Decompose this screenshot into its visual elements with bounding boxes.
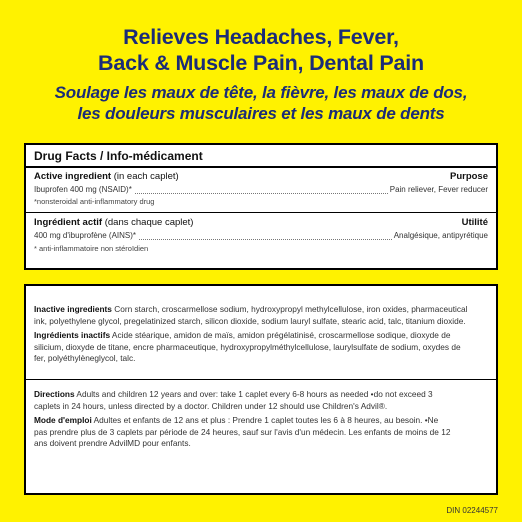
utilite-heading: Utilité	[461, 217, 488, 228]
directions-fr	[34, 415, 488, 450]
drug-facts-title-rule	[26, 166, 496, 168]
active-ingredient-en-row	[34, 185, 488, 196]
inactive-ingredients-fr	[34, 330, 488, 365]
inactive-ingredients-fr-line1	[34, 330, 488, 342]
directions-fr-text1: Adultes et enfants de 12 ans et plus : Prendre 1 caplet toutes les 6 à 8 heures, au besoin. •Ne	[91, 415, 439, 425]
inactive-ingredients-en-text1: Corn starch, croscarmellose sodium, hydroxypropyl methylcellulose, iron oxides, pharmaceutical	[111, 304, 468, 314]
directions-en-label: Directions	[34, 389, 75, 399]
active-ingredient-en-value: Ibuprofen 400 mg (NSAID)*	[34, 185, 132, 194]
active-ingredient-fr-heading	[34, 217, 488, 228]
active-ingredient-fr-qualifier: (dans chaque caplet)	[102, 217, 194, 228]
purpose-en-value: Pain reliever, Fever reducer	[389, 185, 488, 194]
headline-fr-line2: les douleurs musculaires et les maux de dents	[77, 104, 445, 123]
inactive-ingredients-fr-line2: silicium, dioxyde de titane, encre pharmaceutique, hydroxypropylméthylcellulose, laurylsulfate de sodium, oxydes de	[34, 341, 461, 352]
inactive-ingredients-fr-label: Ingrédients inactifs	[34, 330, 111, 340]
active-ingredient-en-heading	[34, 171, 488, 182]
nsaid-note-en: *nonsteroidal anti-inflammatory drug	[34, 197, 155, 206]
directions-fr-line1	[34, 415, 488, 427]
purpose-fr-value: Analgésique, antipyrétique	[393, 231, 488, 240]
directions-fr-line2: pas prendre plus de 3 caplets par période de 24 heures, sauf sur l'avis d'un médecin. Les enfants de moins de 12	[34, 426, 451, 437]
drug-facts-title: Drug Facts / Info-médicament	[34, 149, 203, 163]
directions-fr-label: Mode d'emploi	[34, 415, 92, 425]
inactive-ingredients-en-line1	[34, 304, 488, 316]
ingredients-directions-panel	[24, 284, 498, 495]
inactive-ingredients-fr-line3: fer, polyéthylèneglycol, talc.	[34, 353, 136, 363]
directions-en	[34, 389, 488, 412]
inactive-ingredients-en	[34, 304, 488, 327]
directions-en-line2: caplets in 24 hours, unless directed by a doctor. Children under 12 should use Children's Advil®.	[34, 400, 388, 411]
inactive-ingredients-fr-text1: Acide stéarique, amidon de maïs, amidon prégélatinisé, croscarmellose sodique, dioxyde de	[110, 330, 451, 340]
active-ingredient-fr-value: 400 mg d'ibuprofène (AINS)*	[34, 231, 137, 240]
headline-fr-line1: Soulage les maux de tête, la fièvre, les maux de dos,	[54, 83, 468, 102]
din-number: DIN 02244577	[446, 506, 498, 515]
ingredients-directions-divider	[26, 379, 496, 380]
headline-en-line2: Back & Muscle Pain, Dental Pain	[98, 51, 424, 75]
active-ingredient-fr-row	[34, 231, 488, 242]
nsaid-note-fr: * anti-inflammatoire non stéroïdien	[34, 244, 149, 253]
inactive-ingredients-en-line2: ink, polyethylene glycol, pregelatinized starch, silicon dioxide, sodium lauryl sulfate, stearic acid, talc, titanium dioxide.	[34, 315, 466, 326]
directions-fr-line3: ans doivent prendre AdvilMD pour enfants.	[34, 438, 191, 448]
active-ingredient-fr-label: Ingrédient actif	[34, 217, 103, 228]
active-ingredient-en-label: Active ingredient	[34, 171, 112, 182]
purpose-heading: Purpose	[449, 171, 488, 182]
active-ingredient-en-qualifier: (in each caplet)	[111, 171, 179, 182]
directions-en-text1: Adults and children 12 years and over: take 1 caplet every 6-8 hours as needed •do not exceed 3	[74, 389, 433, 399]
inactive-ingredients-en-label: Inactive ingredients	[34, 304, 112, 314]
directions-en-line1	[34, 389, 488, 401]
drug-facts-panel	[24, 143, 498, 270]
drug-facts-divider	[26, 212, 496, 213]
headline-en-line1: Relieves Headaches, Fever,	[123, 25, 399, 49]
